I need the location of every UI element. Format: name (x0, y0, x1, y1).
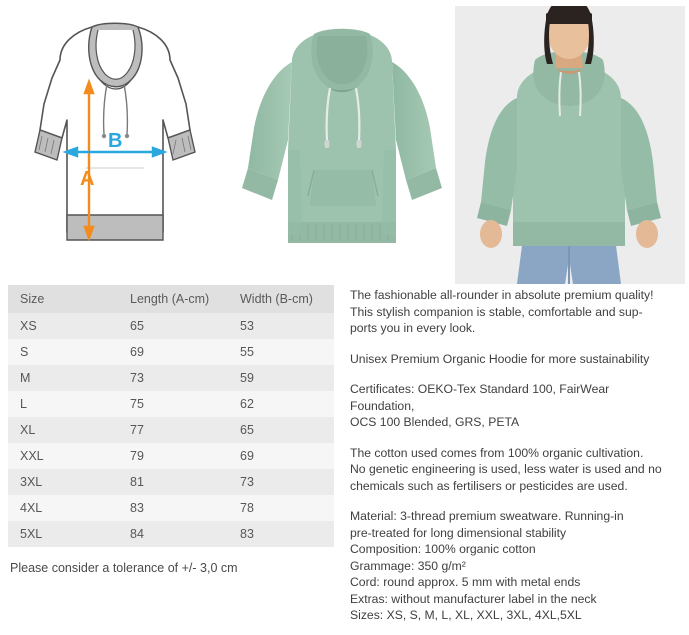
description-paragraph-sustainability (350, 351, 672, 368)
cell-size: 5XL (8, 521, 118, 547)
cotton-line-1: The cotton used comes from 100% organic cultivation. (350, 445, 644, 460)
intro-line-3: ports you in every look. (350, 321, 476, 335)
sustainability-line: Unisex Premium Organic Hoodie for more sustainability (350, 351, 650, 366)
specs-line-extras: Extras: without manufacturer label in the neck (350, 591, 597, 606)
table-row (8, 495, 334, 521)
specs-line-cord: Cord: round approx. 5 mm with metal ends (350, 575, 581, 589)
table-row (8, 521, 334, 547)
cell-length: 69 (118, 339, 228, 365)
cell-width: 73 (228, 469, 334, 495)
tolerance-note: Please consider a tolerance of +/- 3,0 cm (10, 561, 238, 575)
cotton-line-2: No genetic engineering is used, less water is used and no (350, 462, 662, 476)
cell-size: XS (8, 313, 118, 339)
model-photo-panel (455, 0, 689, 285)
table-row (8, 339, 334, 365)
table-row (8, 365, 334, 391)
description-paragraph-intro (350, 287, 672, 337)
table-header-row (8, 285, 334, 313)
product-description (342, 285, 672, 624)
intro-line-1: The fashionable all-rounder in absolute premium quality! (350, 288, 654, 302)
cell-size: 3XL (8, 469, 118, 495)
size-table (8, 285, 334, 547)
specs-line-composition: Composition: 100% organic cotton (350, 542, 536, 556)
cell-length: 81 (118, 469, 228, 495)
specs-line-material-2: pre-treated for long dimensional stability (350, 525, 567, 540)
hoodie-flat-lay-image (230, 0, 455, 285)
description-paragraph-certificates (350, 381, 672, 431)
column-header-width: Width (B-cm) (228, 285, 334, 313)
column-header-size: Size (8, 285, 118, 313)
cell-size: S (8, 339, 118, 365)
cell-size: XL (8, 417, 118, 443)
cell-width: 55 (228, 339, 334, 365)
intro-line-2: This stylish companion is stable, comfortable and sup- (350, 304, 643, 319)
cell-width: 78 (228, 495, 334, 521)
cell-length: 73 (118, 365, 228, 391)
specs-line-grammage: Grammage: 350 g/m² (350, 558, 466, 573)
cell-length: 84 (118, 521, 228, 547)
cell-width: 59 (228, 365, 334, 391)
product-image-row (0, 0, 689, 285)
cell-size: XXL (8, 443, 118, 469)
certificates-line-1: Certificates: OEKO-Tex Standard 100, FairWear Foundation, (350, 382, 610, 413)
table-row (8, 469, 334, 495)
cotton-line-3: chemicals such as fertilisers or pesticides are used. (350, 478, 628, 493)
size-table-column (0, 285, 342, 575)
cell-size: L (8, 391, 118, 417)
details-section (0, 285, 689, 624)
cell-width: 65 (228, 417, 334, 443)
table-row (8, 391, 334, 417)
product-flat-panel (230, 0, 455, 285)
certificates-line-2: OCS 100 Blended, GRS, PETA (350, 415, 520, 429)
cell-length: 65 (118, 313, 228, 339)
cell-length: 75 (118, 391, 228, 417)
cell-length: 83 (118, 495, 228, 521)
specs-line-material-1: Material: 3-thread premium sweatware. Running-in (350, 509, 624, 523)
cell-width: 83 (228, 521, 334, 547)
hoodie-model-photo-image (455, 6, 685, 284)
table-row (8, 417, 334, 443)
cell-width: 69 (228, 443, 334, 469)
table-row (8, 443, 334, 469)
description-paragraph-specs (350, 508, 672, 624)
cell-size: M (8, 365, 118, 391)
measure-b-label: B (108, 130, 123, 152)
hoodie-technical-drawing-icon (0, 0, 230, 285)
cell-width: 62 (228, 391, 334, 417)
technical-drawing-panel (0, 0, 230, 285)
description-paragraph-cotton (350, 445, 672, 495)
cell-length: 77 (118, 417, 228, 443)
measure-a-label: A (80, 168, 95, 190)
cell-length: 79 (118, 443, 228, 469)
column-header-length: Length (A-cm) (118, 285, 228, 313)
cell-width: 53 (228, 313, 334, 339)
table-row (8, 313, 334, 339)
specs-line-sizes: Sizes: XS, S, M, L, XL, XXL, 3XL, 4XL,5XL (350, 608, 582, 622)
cell-size: 4XL (8, 495, 118, 521)
